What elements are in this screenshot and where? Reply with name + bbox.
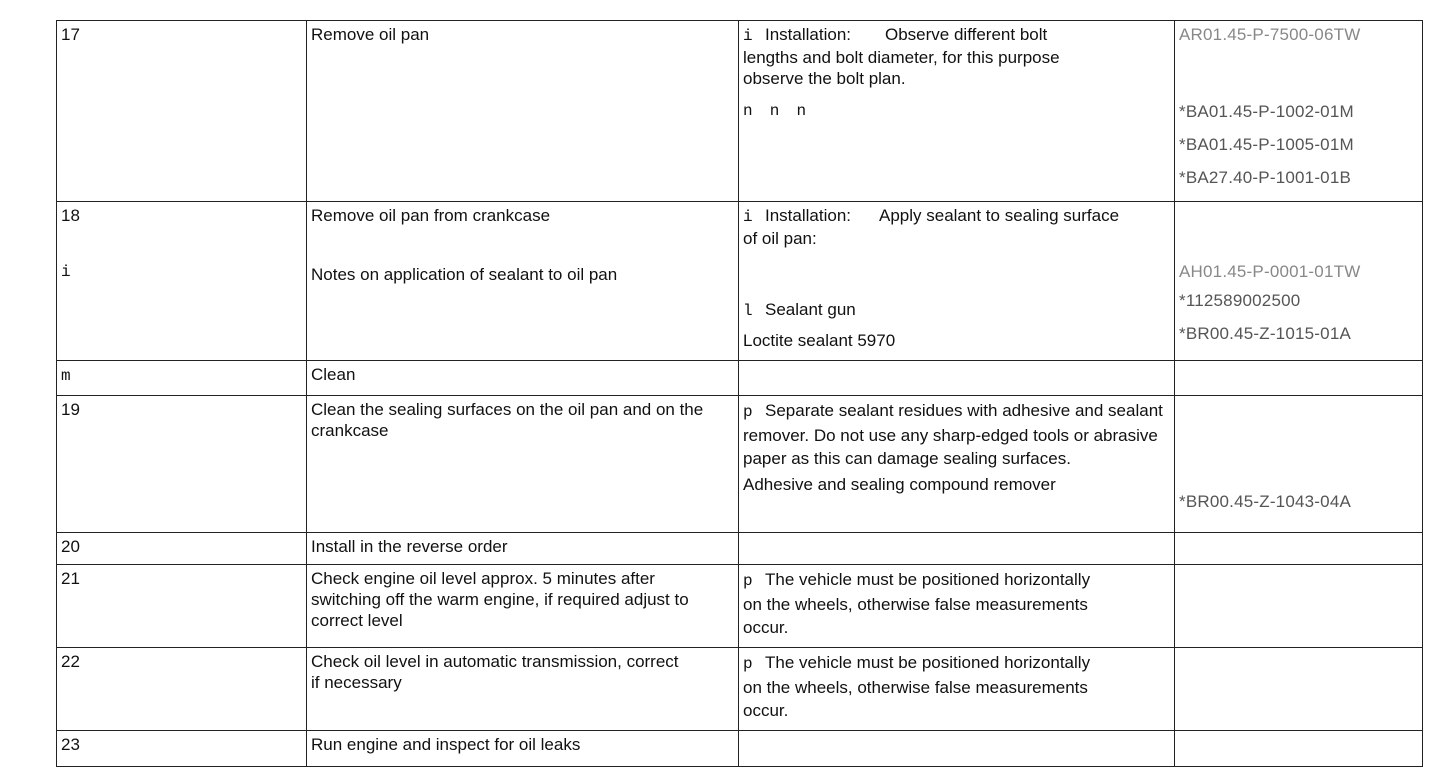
bolt-icon: n (796, 102, 807, 120)
table-row (57, 202, 1423, 361)
step-action: Check engine oil level approx. 5 minutes after switching off the warm engine, if required adjust to correct level (307, 565, 739, 648)
info-icon: i (743, 27, 753, 45)
doc-ref-link[interactable]: AR01.45-P-7500-06TW (1179, 25, 1361, 44)
step-number: 23 (57, 731, 307, 767)
doc-ref-link[interactable]: *BR00.45-Z-1015-01A (1179, 324, 1352, 343)
note-text: The vehicle must be positioned horizontally on the wheels, otherwise false measurements occur. (743, 653, 1091, 720)
step-notes (739, 731, 1175, 767)
step-notes (739, 361, 1175, 396)
doc-ref-link[interactable]: *112589002500 (1179, 291, 1301, 310)
note-icon: p (743, 572, 753, 590)
step-refs (1175, 396, 1423, 533)
clean-icon: m (61, 367, 71, 385)
note-label: Installation: (765, 25, 851, 44)
step-number: 19 (57, 396, 307, 533)
table-row (57, 21, 1423, 202)
info-icon: i (743, 208, 753, 226)
step-action: Install in the reverse order (307, 533, 739, 565)
step-action: Run engine and inspect for oil leaks (307, 731, 739, 767)
note-text: Apply sealant to sealing surface of oil pan: (743, 206, 1120, 248)
step-number (57, 361, 307, 396)
table-row (57, 565, 1423, 648)
step-notes (739, 533, 1175, 565)
note-label: Installation: (765, 206, 851, 225)
table-row (57, 648, 1423, 731)
material-name: Loctite sealant 5970 (743, 331, 896, 350)
table-row (57, 361, 1423, 396)
tool-icon: l (743, 302, 753, 320)
step-action: Clean the sealing surfaces on the oil pan and on the crankcase (307, 396, 739, 533)
doc-ref-link[interactable]: *BA27.40-P-1001-01B (1179, 168, 1352, 187)
step-number: 20 (57, 533, 307, 565)
step-refs (1175, 731, 1423, 767)
note-icon: p (743, 655, 753, 673)
step-number: 18 i (57, 202, 307, 361)
note-text: Observe different bolt lengths and bolt diameter, for this purpose observe the bolt plan. (743, 25, 1060, 88)
bolt-icon: n (769, 102, 780, 120)
info-icon: i (61, 263, 71, 281)
step-number: 17 (57, 21, 307, 202)
step-action: Check oil level in automatic transmission, correct if necessary (307, 648, 739, 731)
step-notes (739, 21, 1175, 202)
step-action: Remove oil pan from crankcase Notes on application of sealant to oil pan (307, 202, 739, 361)
step-action: Remove oil pan (307, 21, 739, 202)
note-text: The vehicle must be positioned horizontally on the wheels, otherwise false measurements occur. (743, 570, 1091, 637)
table-row (57, 533, 1423, 565)
tool-name: Sealant gun (765, 300, 856, 319)
step-refs (1175, 533, 1423, 565)
procedure-table (56, 20, 1423, 767)
step-action: Clean (307, 361, 739, 396)
step-number: 22 (57, 648, 307, 731)
note-text: Separate sealant residues with adhesive and sealant remover. Do not use any sharp-edged tools or abrasive paper as this can damage sealing surfaces. (743, 401, 1163, 468)
step-number: 21 (57, 565, 307, 648)
doc-ref-link[interactable]: *BR00.45-Z-1043-04A (1179, 492, 1352, 511)
doc-ref-link[interactable]: AH01.45-P-0001-01TW (1179, 262, 1361, 281)
step-refs (1175, 648, 1423, 731)
step-refs (1175, 565, 1423, 648)
step-notes (739, 202, 1175, 361)
doc-ref-link[interactable]: *BA01.45-P-1002-01M (1179, 102, 1354, 121)
step-notes (739, 648, 1175, 731)
step-notes (739, 396, 1175, 533)
step-refs (1175, 202, 1423, 361)
step-refs (1175, 21, 1423, 202)
table-row (57, 731, 1423, 767)
bolt-icon: n (743, 102, 753, 120)
step-refs (1175, 361, 1423, 396)
note-icon: p (743, 403, 753, 421)
table-row (57, 396, 1423, 533)
doc-ref-link[interactable]: *BA01.45-P-1005-01M (1179, 135, 1354, 154)
material-name: Adhesive and sealing compound remover (743, 475, 1056, 494)
step-notes (739, 565, 1175, 648)
